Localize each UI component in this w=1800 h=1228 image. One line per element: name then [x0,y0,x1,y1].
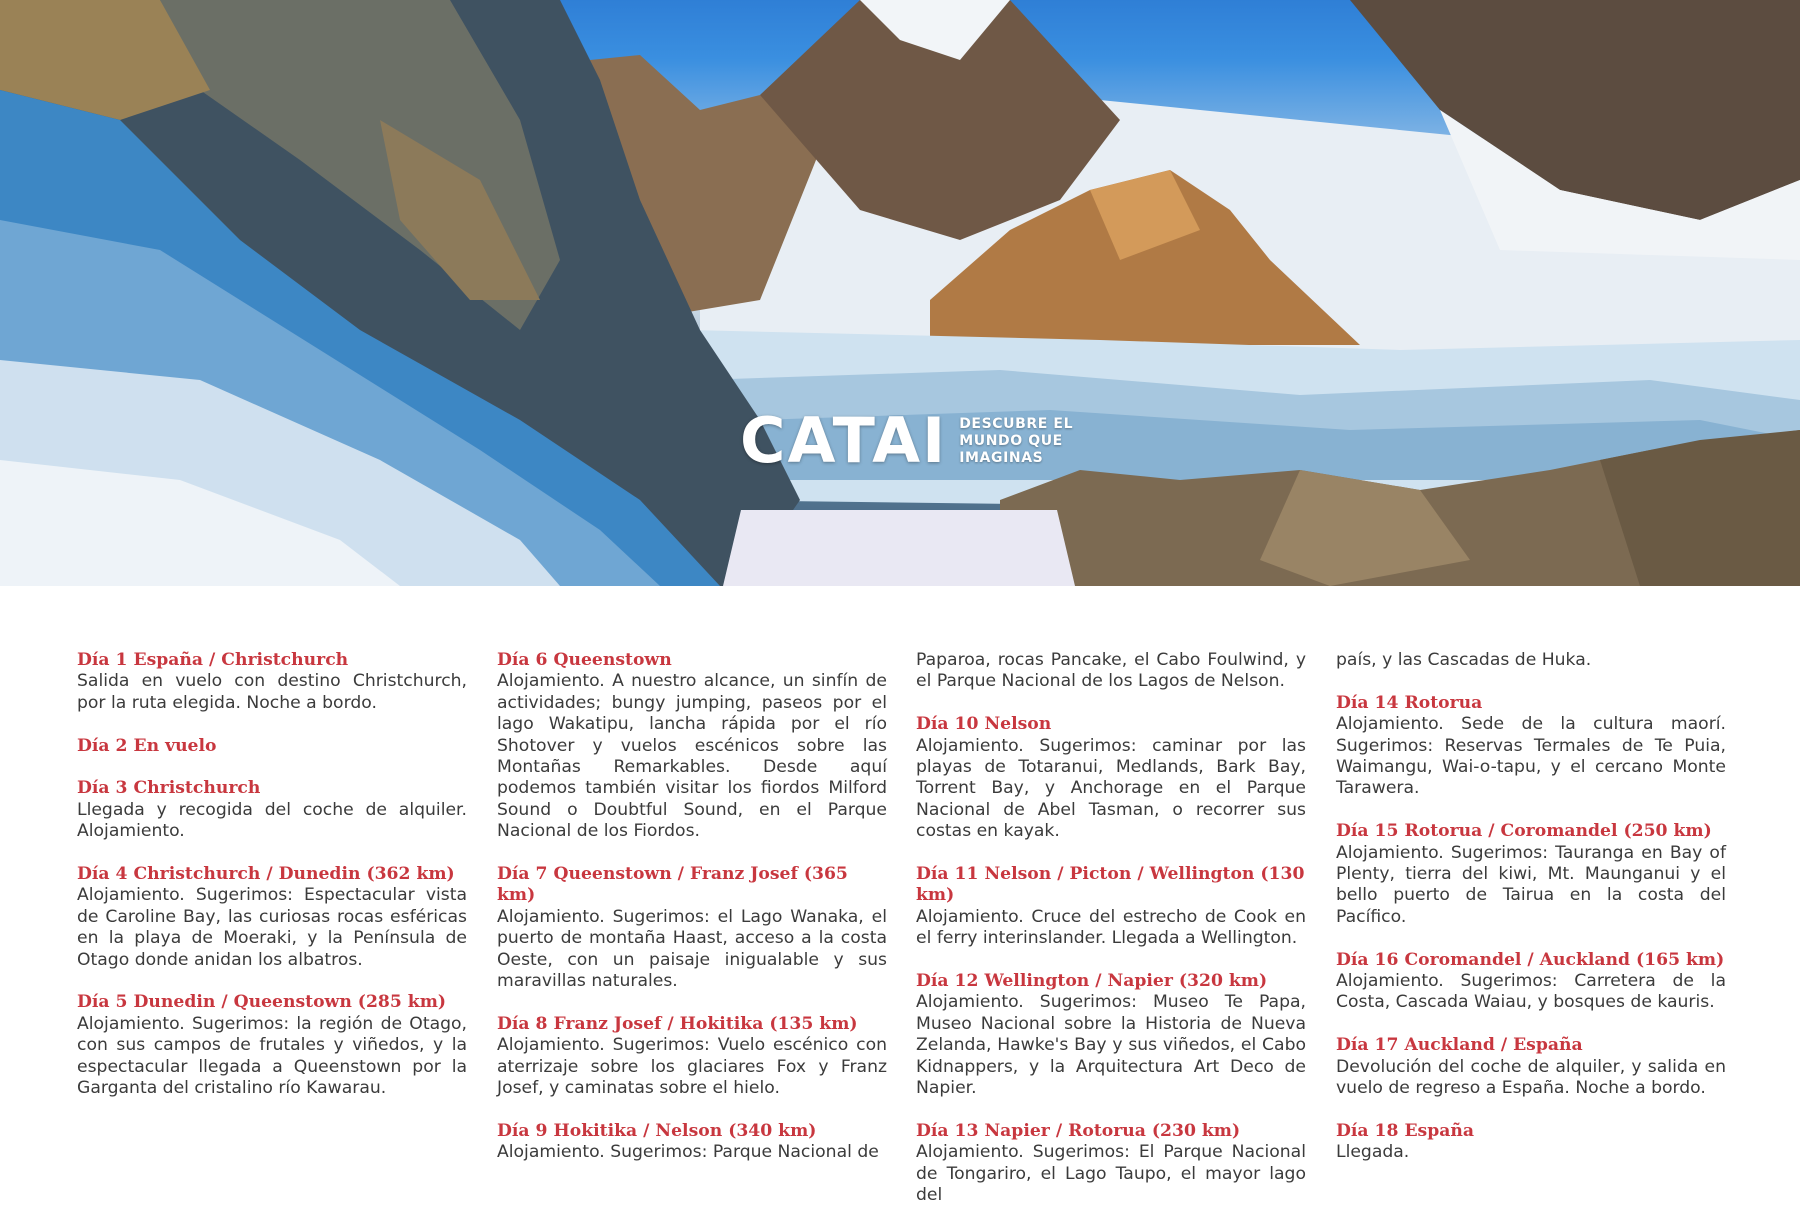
day-description: Alojamiento. Cruce del estrecho de Cook en el ferry interinslander. Llegada a Wellington. [916,906,1306,949]
tagline-line: MUNDO QUE [959,432,1063,449]
day-description: Alojamiento. Sugerimos: la región de Otago, con sus campos de frutales y viñedos, y la espectacular llegada a Queenstown por la Garganta del cristalino río Kawarau. [77,1013,467,1099]
day-entry [1336,821,1726,928]
day-title: Día 10 Nelson [916,714,1052,735]
day-title: Día 7 Queenstown / Franz Josef (365 km) [497,864,848,906]
itinerary [0,650,1800,1206]
day-entry [77,778,467,842]
day-title: Día 15 Rotorua / Coromandel (250 km) [1336,821,1712,842]
brand-logo [740,404,1099,477]
day-description: Alojamiento. Sugerimos: Tauranga en Bay of Plenty, tierra del kiwi, Mt. Maunganui y el bello puerto de Tairua en la costa del Pacífico. [1336,842,1726,927]
day-description: Llegada y recogida del coche de alquiler. Alojamiento. [77,799,467,842]
day-title: Día 9 Hokitika / Nelson (340 km) [497,1120,817,1141]
itinerary-column-2 [497,650,887,1185]
day-description: Salida en vuelo con destino Christchurch, por la ruta elegida. Noche a bordo. [77,671,467,713]
day-entry [77,736,467,757]
day-title: Día 4 Christchurch / Dunedin (362 km) [77,864,455,885]
itinerary-column-3 [916,650,1306,1228]
day-description: Alojamiento. A nuestro alcance, un sinfín de actividades; bungy jumping, paseos por el lago Wakatipu, lancha rápida por el río Shotover y vuelos escénicos sobre las Montañas Remarkables. Desde aquí podemos también visitar los fiordos Milford Sound o Doubtful Sound, en el Parque Nacional de los Fiordos. [497,671,887,842]
day-title: Día 16 Coromandel / Auckland (165 km) [1336,949,1725,970]
day-entry [497,1014,887,1100]
hero-photo [0,0,1800,586]
day-title: Día 12 Wellington / Napier (320 km) [916,971,1268,992]
day-title: Día 11 Nelson / Picton / Wellington (130 km) [916,864,1305,906]
mountain-glacier-illustration [0,0,1800,586]
day-description: Alojamiento. Sugerimos: El Parque Nacional de Tongariro, el Lago Taupo, el mayor lago del [916,1142,1306,1206]
day-entry [916,864,1306,950]
day-description: Llegada. [1336,1142,1410,1163]
day-title: Día 6 Queenstown [497,650,672,670]
day-title: Día 14 Rotorua [1336,692,1483,713]
day-entry [916,971,1306,1099]
day-entry [497,650,887,843]
itinerary-column-4 [1336,650,1726,1185]
day-entry [497,864,887,992]
day-entry [1336,1035,1726,1099]
day-entry [1336,950,1726,1014]
day-title: Día 1 España / Christchurch [77,650,349,670]
tagline-line: DESCUBRE EL [959,415,1074,432]
brand-name: CATAI [740,404,948,477]
day-description: Alojamiento. Sugerimos: el Lago Wanaka, el puerto de montaña Haast, acceso a la costa Oeste, con un paisaje inigualable y sus maravillas naturales. [497,906,887,992]
day-entry [916,714,1306,842]
day-description: Devolución del coche de alquiler, y salida en vuelo de regreso a España. Noche a bordo. [1336,1056,1726,1099]
page-tab-shape [723,510,1075,586]
day-entry [916,1121,1306,1207]
day-description: Alojamiento. Sugerimos: Carretera de la Costa, Cascada Waiau, y bosques de kauris. [1336,971,1726,1013]
day-description: Alojamiento. Sugerimos: Museo Te Papa, Museo Nacional sobre la Historia de Nueva Zelanda, Hawke's Bay y sus viñedos, el Cabo Kidnappers, y la Arquitectura Art Deco de Napier. [916,992,1306,1099]
day-entry [77,992,467,1099]
continued-description: Paparoa, rocas Pancake, el Cabo Foulwind, y el Parque Nacional de los Lagos de Nelson. [916,650,1306,692]
tagline-line: IMAGINAS [959,449,1044,466]
day-entry [497,1121,887,1164]
day-description: Alojamiento. Sede de la cultura maorí. Sugerimos: Reservas Termales de Te Puia, Waimangu, Wai-o-tapu, y el cercano Monte Tarawera. [1336,714,1726,799]
brand-tagline [959,416,1099,467]
day-title: Día 8 Franz Josef / Hokitika (135 km) [497,1013,858,1034]
continued-entry [1336,650,1726,671]
day-title: Día 17 Auckland / España [1336,1035,1583,1056]
day-description: Alojamiento. Sugerimos: caminar por las playas de Totaranui, Medlands, Bark Bay, Torrent Bay, y Anchorage en el Parque Nacional de Abel Tasman, o recorrer sus costas en kayak. [916,735,1306,842]
day-entry [77,650,467,714]
day-title: Día 3 Christchurch [77,778,261,799]
day-title: Día 5 Dunedin / Queenstown (285 km) [77,992,447,1013]
continued-description: país, y las Cascadas de Huka. [1336,650,1592,670]
day-title: Día 2 En vuelo [77,735,217,756]
continued-entry [916,650,1306,693]
day-entry [77,864,467,971]
day-description: Alojamiento. Sugerimos: Vuelo escénico con aterrizaje sobre los glaciares Fox y Franz Josef, y caminatas sobre el hielo. [497,1035,887,1099]
day-description: Alojamiento. Sugerimos: Parque Nacional de [497,1142,879,1163]
day-description: Alojamiento. Sugerimos: Espectacular vista de Caroline Bay, las curiosas rocas esféricas en la playa de Moeraki, y la Península de Otago donde anidan los albatros. [77,885,467,970]
day-entry [1336,693,1726,800]
itinerary-column-1 [77,650,467,1121]
day-title: Día 18 España [1336,1120,1475,1141]
day-entry [1336,1121,1726,1164]
day-title: Día 13 Napier / Rotorua (230 km) [916,1120,1241,1141]
